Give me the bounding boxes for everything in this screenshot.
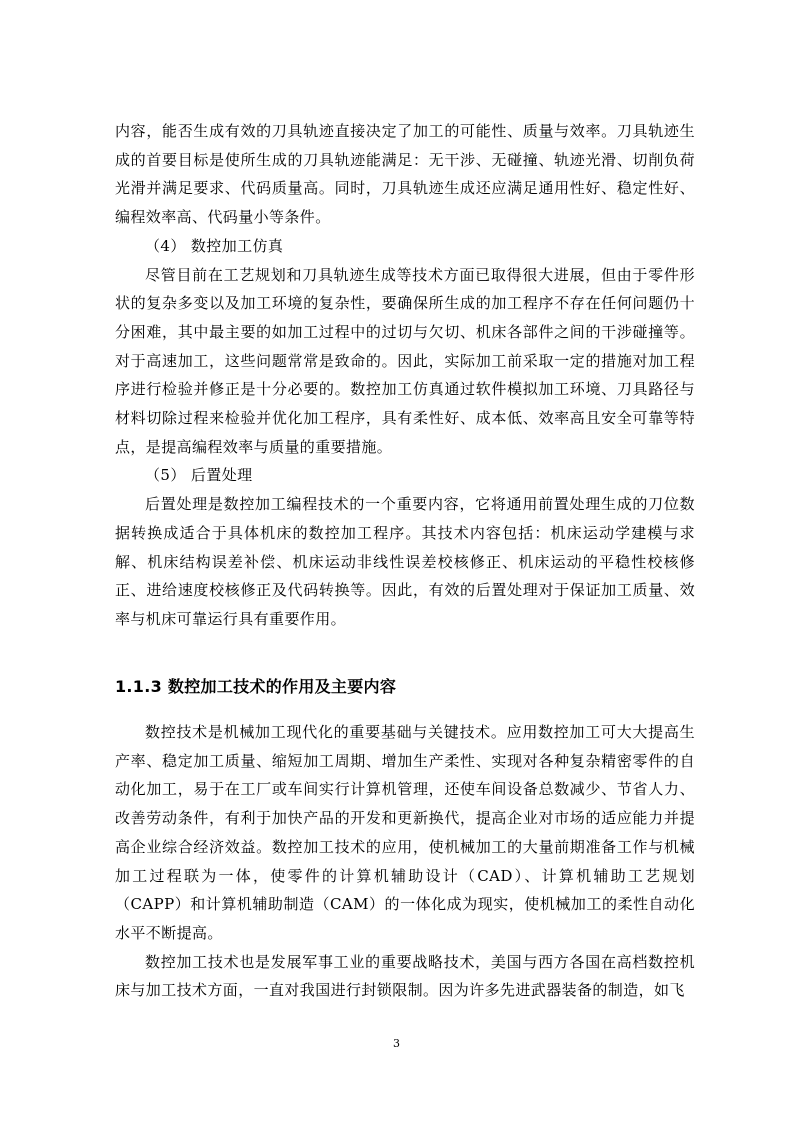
page-number: 3 [393,1037,400,1050]
subsection-4-heading: （4） 数控加工仿真 [145,236,284,255]
continued-paragraph: 内容，能否生成有效的刀具轨迹直接决定了加工的可能性、质量与效率。刀具轨迹生成的首要目标是使所生成的刀具轨迹能满足：无干涉、无碰撞、轨迹光滑、切削负荷光滑并满足要求、代码质量高。同时，刀具轨迹生成还应满足通用性好、稳定性好、编程效率高、代码量小等条件。 [115,122,695,227]
section-paragraph-1: 数控技术是机械加工现代化的重要基础与关键技术。应用数控加工可大大提高生产率、稳定加工质量、缩短加工周期、增加生产柔性、实现对各种复杂精密零件的自动化加工，易于在工厂或车间实行计算机管理，还使车间设备总数减少、节省人力、改善劳动条件，有利于加快产品的开发和更新换代，提高企业对市场的适应能力并提高企业综合经济效益。数控加工技术的应用，使机械加工的大量前期准备工作与机械加工过程联为一体，使零件的计算机辅助设计（CAD）、计算机辅助工艺规划（CAPP）和计算机辅助制造（CAM）的一体化成为现实，使机械加工的柔性自动化水平不断提高。 [115,723,695,942]
section-paragraph-2: 数控加工技术也是发展军事工业的重要战略技术，美国与西方各国在高档数控机床与加工技术方面，一直对我国进行封锁限制。因为许多先进武器装备的制造，如飞 [115,952,695,1000]
subsection-5-heading: （5） 后置处理 [145,466,253,485]
upper-text-block [115,117,695,634]
section-heading: 1.1.3 数控加工技术的作用及主要内容 [115,677,397,696]
subsection-4-body: 尽管目前在工艺规划和刀具轨迹生成等技术方面已取得很大进展，但由于零件形状的复杂多变以及加工环境的复杂性，要确保所生成的加工程序不存在任何问题仍十分困难，其中最主要的如加工过程中的过切与欠切、机床各部件之间的干涉碰撞等。对于高速加工，这些问题常常是致命的。因此，实际加工前采取一定的措施对加工程序进行检验并修正是十分必要的。数控加工仿真通过软件模拟加工环境、刀具路径与材料切除过程来检验并优化加工程序，具有柔性好、成本低、效率高且安全可靠等特点，是提高编程效率与质量的重要措施。 [115,265,695,456]
lower-text-block [115,718,695,1005]
subsection-5-body: 后置处理是数控加工编程技术的一个重要内容，它将通用前置处理生成的刀位数据转换成适合于具体机床的数控加工程序。其技术内容包括：机床运动学建模与求解、机床结构误差补偿、机床运动非线性误差校核修正、机床运动的平稳性校核修正、进给速度校核修正及代码转换等。因此，有效的后置处理对于保证加工质量、效率与机床可靠运行具有重要作用。 [115,495,695,628]
